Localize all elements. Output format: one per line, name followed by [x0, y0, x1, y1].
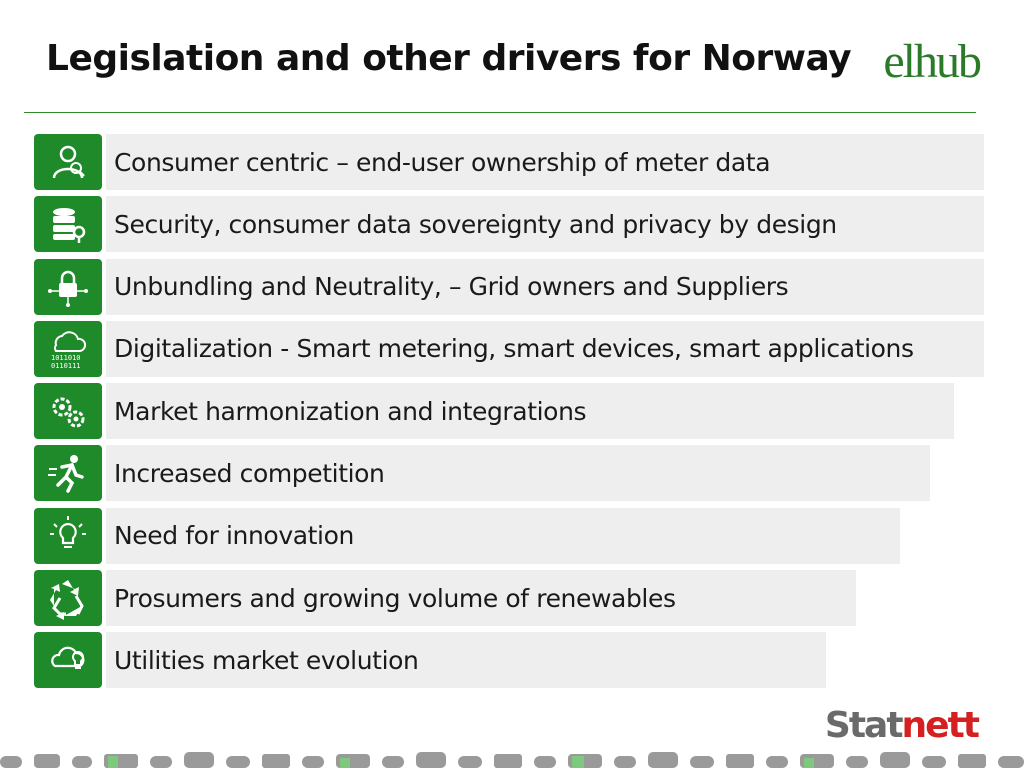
lightbulb-icon: [34, 508, 102, 564]
driver-label: Security, consumer data sovereignty and privacy by design: [114, 209, 837, 239]
page-title: Legislation and other drivers for Norway: [46, 38, 852, 79]
driver-bar: [106, 383, 954, 439]
driver-bar: [106, 134, 984, 190]
svg-text:0110111: 0110111: [51, 361, 81, 370]
database-key-icon: [34, 196, 102, 252]
drivers-list: [34, 134, 984, 695]
driver-bar: [106, 570, 856, 626]
driver-bar: [106, 259, 984, 315]
driver-row: [34, 321, 984, 377]
driver-label: Consumer centric – end-user ownership of meter data: [114, 147, 771, 177]
driver-label: Increased competition: [114, 458, 385, 488]
driver-row: [34, 196, 984, 252]
title-divider: [24, 112, 976, 113]
driver-row: [34, 570, 984, 626]
svg-text:1011010: 1011010: [51, 353, 81, 362]
driver-bar: [106, 508, 900, 564]
driver-row: [34, 508, 984, 564]
driver-row: [34, 445, 984, 501]
consumer-icon: [34, 134, 102, 190]
driver-row: [34, 134, 984, 190]
recycle-icon: [34, 570, 102, 626]
cloud-lightbulb-icon: [34, 632, 102, 688]
runner-icon: [34, 445, 102, 501]
driver-label: Digitalization - Smart metering, smart devices, smart applications: [114, 334, 914, 364]
driver-label: Utilities market evolution: [114, 645, 419, 675]
driver-bar: [106, 321, 984, 377]
driver-bar: [106, 632, 826, 688]
driver-label: Prosumers and growing volume of renewables: [114, 583, 676, 613]
cloud-binary-icon: [34, 321, 102, 377]
elhub-logo: elhub: [883, 35, 980, 88]
statnett-logo: Statnett: [824, 705, 978, 746]
driver-row: [34, 259, 984, 315]
gears-icon: [34, 383, 102, 439]
driver-row: [34, 383, 984, 439]
driver-bar: [106, 196, 984, 252]
driver-bar: [106, 445, 930, 501]
decorative-footer-strip: [0, 748, 1024, 768]
padlock-network-icon: [34, 259, 102, 315]
driver-label: Market harmonization and integrations: [114, 396, 587, 426]
driver-label: Need for innovation: [114, 521, 354, 551]
driver-label: Unbundling and Neutrality, – Grid owners and Suppliers: [114, 272, 789, 302]
driver-row: [34, 632, 984, 688]
